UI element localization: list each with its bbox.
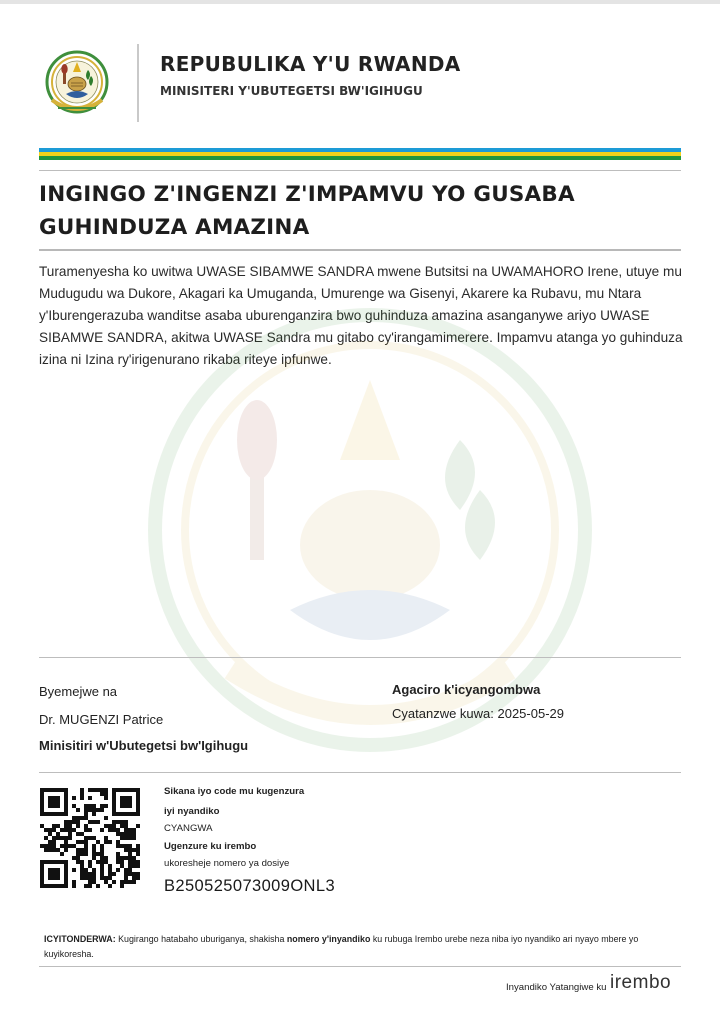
- signer-role: Minisitiri w'Ubutegetsi bw'Igihugu: [39, 738, 249, 753]
- title-top-rule: [39, 170, 681, 171]
- signer-name: Dr. MUGENZI Patrice: [39, 712, 164, 727]
- title-bottom-rule: [39, 249, 681, 251]
- ministry-name: MINISITERI Y'UBUTEGETSI BW'IGIHUGU: [160, 84, 423, 98]
- notice-text-part2: ku rubuga Irembo urebe neza niba iyo nyandiko ari nyayo mbere yo kuyikoresha.: [44, 934, 639, 959]
- flag-stripes: [39, 148, 681, 160]
- irembo-logo[interactable]: irembo: [610, 972, 672, 993]
- issue-date: Cyatanzwe kuwa: 2025-05-29: [392, 706, 564, 721]
- notice-text-part1: Kugirango hatabaho uburiganya, shakisha: [115, 934, 287, 944]
- scan-instruction-line5: ukoresheje nomero ya dosiye: [164, 858, 290, 869]
- scan-instruction-line4: Ugenzure ku irembo: [164, 841, 257, 852]
- issued-on-label: Inyandiko Yatangiwe ku: [506, 982, 607, 993]
- coat-of-arms-watermark-icon: [140, 300, 600, 770]
- document-body: Turamenyesha ko uwitwa UWASE SIBAMWE SANDRA mwene Butsitsi na UWAMAHORO Irene, utuye mu Mudugudu wa Dukore, Akagari ka Umuganda, Umurenge wa Gisenyi, Akarere ka Rubavu, mu Ntara y'Iburengerazuba wanditse asaba uburenganzira bwo guhinduza amazina asanganywe ariyo UWASE SIBAMWE SANDRA, akitwa UWASE Sandra mu gitabo cy'irangamimerere. Impamvu atanga yo guhinduza izina ni Izina ry'irigenurano rikaba riteye ipfunwe.: [39, 264, 683, 367]
- scan-instruction-or: CYANGWA: [164, 823, 213, 834]
- notice-label: ICYITONDERWA:: [44, 934, 116, 944]
- scan-instruction-line2: iyi nyandiko: [164, 806, 220, 817]
- reference-number: B250525073009ONL3: [164, 877, 336, 895]
- signature-top-rule: [39, 657, 681, 658]
- country-name: REPUBULIKA Y'U RWANDA: [160, 52, 461, 76]
- rwanda-coat-of-arms-icon: [44, 48, 110, 122]
- fee-label: Agaciro k'icyangombwa: [392, 682, 541, 697]
- approved-by-label: Byemejwe na: [39, 684, 118, 699]
- scan-instruction-line1: Sikana iyo code mu kugenzura: [164, 786, 305, 797]
- verification-top-rule: [39, 772, 681, 773]
- footer-top-rule: [39, 966, 681, 967]
- notice-bold-text: nomero y'inyandiko: [286, 934, 371, 944]
- document-title: INGINGO Z'INGENZI Z'IMPAMVU YO GUSABA GUHINDUZA AMAZINA: [39, 182, 575, 240]
- header-divider: [137, 44, 139, 122]
- qr-code[interactable]: [40, 788, 140, 888]
- top-bar: [0, 0, 720, 4]
- notice-text: [44, 932, 680, 962]
